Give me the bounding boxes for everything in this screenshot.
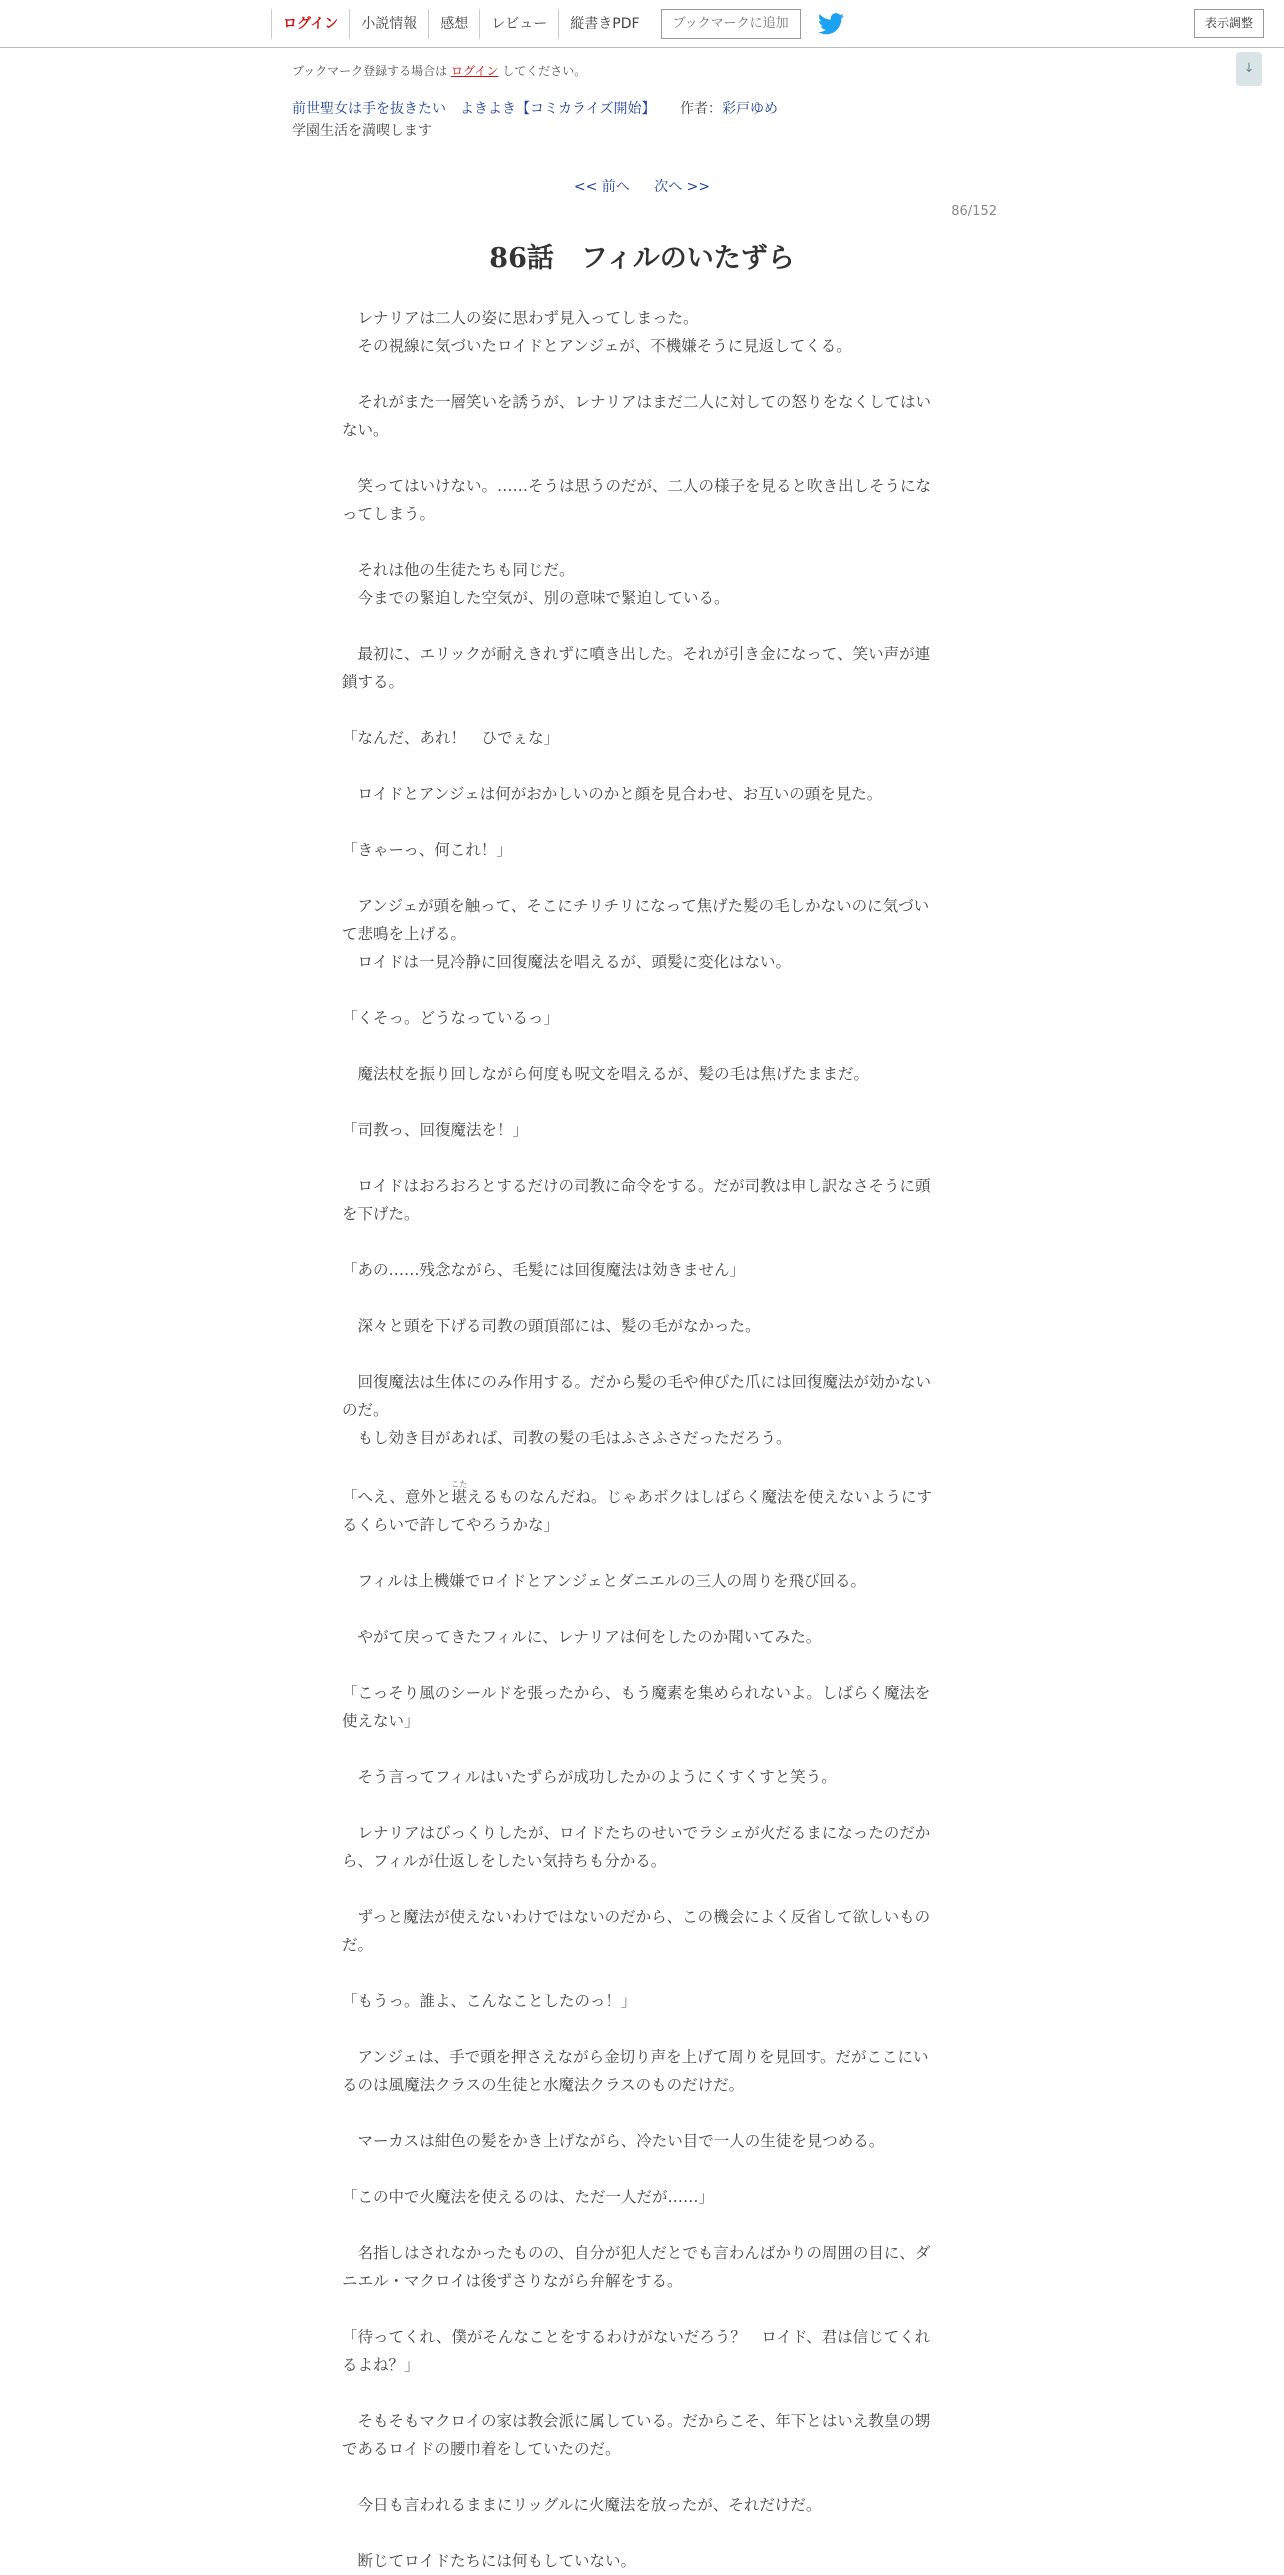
nav-login-link[interactable]: ログイン xyxy=(271,9,349,39)
nav-list xyxy=(271,9,844,39)
blank-line xyxy=(342,2211,942,2239)
body-paragraph: 「司教っ、回復魔法を！」 xyxy=(342,1121,529,1139)
body-paragraph: 今日も言われるままにリッグルに火魔法を放ったが、それだけだ。 xyxy=(342,2496,822,2514)
body-paragraph: それがまた一層笑いを誘うが、レナリアはまだ二人に対しての怒りをなくしてはいない。 xyxy=(342,393,932,439)
chapter-group-title: 学園生活を満喫します xyxy=(292,123,432,139)
nav-review-link[interactable]: レビュー xyxy=(479,9,558,39)
body-paragraph: 回復魔法は生体にのみ作用する。だから髪の毛や伸びた爪には回復魔法が効かないのだ。 xyxy=(342,1373,932,1419)
scroll-down-button[interactable]: ↓ xyxy=(1236,52,1262,86)
author-link[interactable]: 彩戸ゆめ xyxy=(722,101,778,117)
blank-line xyxy=(342,1284,942,1312)
blank-line xyxy=(342,1340,942,1368)
nav-novel-info-link[interactable]: 小説情報 xyxy=(349,9,428,39)
body-paragraph: ずっと魔法が使えないわけではないのだから、この機会によく反省して欲しいものだ。 xyxy=(342,1908,931,1954)
blank-line xyxy=(342,696,942,724)
body-paragraph: 今までの緊迫した空気が、別の意味で緊迫している。 xyxy=(342,589,730,607)
body-paragraph: マーカスは紺色の髪をかき上げながら、冷たい目で一人の生徒を見つめる。 xyxy=(342,2132,885,2150)
bookmark-login-notice xyxy=(292,62,586,79)
pager xyxy=(0,176,1284,196)
prev-page-link[interactable]: << 前へ xyxy=(573,179,630,195)
ruby-annotation: 堪こた xyxy=(451,1480,468,1506)
body-paragraph: 深々と頭を下げる司教の頭頂部には、髪の毛がなかった。 xyxy=(342,1317,761,1335)
body-paragraph: 「くそっ。どうなっているっ」 xyxy=(342,1009,560,1027)
blank-line xyxy=(342,612,942,640)
blank-line xyxy=(342,752,942,780)
blank-line xyxy=(342,2295,942,2323)
body-paragraph: その視線に気づいたロイドとアンジェが、不機嫌そうに見返してくる。 xyxy=(342,337,852,355)
body-paragraph: 断じてロイドたちには何もしていない。 xyxy=(342,2552,637,2570)
body-paragraph: ロイドは一見冷静に回復魔法を唱えるが、頭髪に変化はない。 xyxy=(342,953,792,971)
blank-line xyxy=(342,864,942,892)
body-paragraph: アンジェは、手で頭を押さえながら金切り声を上げて周りを見回す。だがここにいるのは風魔法クラスの生徒と水魔法クラスのものだけだ。 xyxy=(342,2048,929,2094)
body-paragraph: そう言ってフィルはいたずらが成功したかのようにくすくすと笑う。 xyxy=(342,1768,837,1786)
blank-line xyxy=(342,360,942,388)
display-settings-button[interactable]: 表示調整 xyxy=(1194,9,1264,38)
body-paragraph: 「あの……残念ながら、毛髪には回復魔法は効きません」 xyxy=(342,1261,746,1279)
body-paragraph: それは他の生徒たちも同じだ。 xyxy=(342,561,575,579)
blank-line xyxy=(342,2463,942,2491)
blank-line xyxy=(342,2379,942,2407)
blank-line xyxy=(342,2015,942,2043)
blank-line xyxy=(342,1144,942,1172)
body-paragraph: 「きゃーっ、何これ！」 xyxy=(342,841,512,859)
blank-line xyxy=(342,1595,942,1623)
body-paragraph: 「へえ、意外と堪こたえるものなんだね。じゃあボクはしばらく魔法を使えないようにするくらいで許してやろうかな」 xyxy=(342,1480,932,1534)
blank-line xyxy=(342,808,942,836)
page-count: 86/152 xyxy=(951,204,997,219)
notice-login-link[interactable]: ログイン xyxy=(451,64,499,78)
blank-line xyxy=(342,1651,942,1679)
blank-line xyxy=(342,1735,942,1763)
nav-impressions-link[interactable]: 感想 xyxy=(428,9,479,39)
body-paragraph: レナリアはびっくりしたが、ロイドたちのせいでラシェが火だるまになったのだから、フィルが仕返しをしたい気持ちも分かる。 xyxy=(342,1824,931,1870)
add-bookmark-button[interactable]: ブックマークに追加 xyxy=(661,9,801,39)
twitter-bird-icon[interactable] xyxy=(818,13,844,35)
notice-before-text: ブックマーク登録する場合は xyxy=(292,64,448,78)
body-paragraph: アンジェが頭を触って、そこにチリチリになって焦げた髪の毛しかないのに気づいて悲鳴を上げる。 xyxy=(342,897,930,943)
chapter-body xyxy=(342,304,942,2575)
body-paragraph: 「もうっ。誰よ、こんなことしたのっ！」 xyxy=(342,1992,637,2010)
body-paragraph: 名指しはされなかったものの、自分が犯人だとでも言わんばかりの周囲の目に、ダニエル・マクロイは後ずさりながら弁解をする。 xyxy=(342,2244,931,2290)
blank-line xyxy=(342,976,942,1004)
body-paragraph: レナリアは二人の姿に思わず見入ってしまった。 xyxy=(342,309,699,327)
body-paragraph: 「なんだ、あれ！ ひでぇな」 xyxy=(342,729,560,747)
body-paragraph: そもそもマクロイの家は教会派に属している。だからこそ、年下とはいえ教皇の甥であるロイドの腰巾着をしていたのだ。 xyxy=(342,2412,931,2458)
body-paragraph: やがて戻ってきたフィルに、レナリアは何をしたのか聞いてみた。 xyxy=(342,1628,822,1646)
blank-line xyxy=(342,1032,942,1060)
body-paragraph: 最初に、エリックが耐えきれずに噴き出した。それが引き金になって、笑い声が連鎖する。 xyxy=(342,645,931,691)
body-paragraph: 「待ってくれ、僕がそんなことをするわけがないだろう？ ロイド、君は信じてくれるよね？」 xyxy=(342,2328,931,2374)
notice-after-text: してください。 xyxy=(502,64,587,78)
blank-line xyxy=(342,2519,942,2547)
blank-line xyxy=(342,2099,942,2127)
novel-title-link[interactable]: 前世聖女は手を抜きたい よきよき【コミカライズ開始】 xyxy=(292,101,656,117)
blank-line xyxy=(342,1539,942,1567)
author-label: 作者： xyxy=(680,101,722,117)
body-paragraph: 笑ってはいけない。……そうは思うのだが、二人の様子を見ると吹き出しそうになってしまう。 xyxy=(342,477,932,523)
blank-line xyxy=(342,2155,942,2183)
blank-line xyxy=(342,1452,942,1480)
blank-line xyxy=(342,1875,942,1903)
body-paragraph: 魔法杖を振り回しながら何度も呪文を唱えるが、髪の毛は焦げたままだ。 xyxy=(342,1065,870,1083)
blank-line xyxy=(342,1088,942,1116)
body-paragraph: 「こっそり風のシールドを張ったから、もう魔素を集められないよ。しばらく魔法を使えない」 xyxy=(342,1684,931,1730)
body-paragraph: フィルは上機嫌でロイドとアンジェとダニエルの三人の周りを飛び回る。 xyxy=(342,1572,866,1590)
body-paragraph: もし効き目があれば、司教の髪の毛はふさふさだっただろう。 xyxy=(342,1429,792,1447)
nav-vertical-pdf-link[interactable]: 縦書きPDF xyxy=(558,9,650,39)
top-navigation-bar xyxy=(0,0,1284,48)
next-page-link[interactable]: 次へ >> xyxy=(654,179,711,195)
author-info xyxy=(680,98,778,118)
chapter-title: 86話 フィルのいたずら xyxy=(489,243,795,274)
body-paragraph: ロイドはおろおろとするだけの司教に命令をする。だが司教は申し訳なさそうに頭を下げた。 xyxy=(342,1177,931,1223)
blank-line xyxy=(342,1228,942,1256)
body-paragraph: 「この中で火魔法を使えるのは、ただ一人だが……」 xyxy=(342,2188,715,2206)
blank-line xyxy=(342,528,942,556)
blank-line xyxy=(342,444,942,472)
blank-line xyxy=(342,1791,942,1819)
blank-line xyxy=(342,1959,942,1987)
body-paragraph: ロイドとアンジェは何がおかしいのかと顔を見合わせ、お互いの頭を見た。 xyxy=(342,785,883,803)
